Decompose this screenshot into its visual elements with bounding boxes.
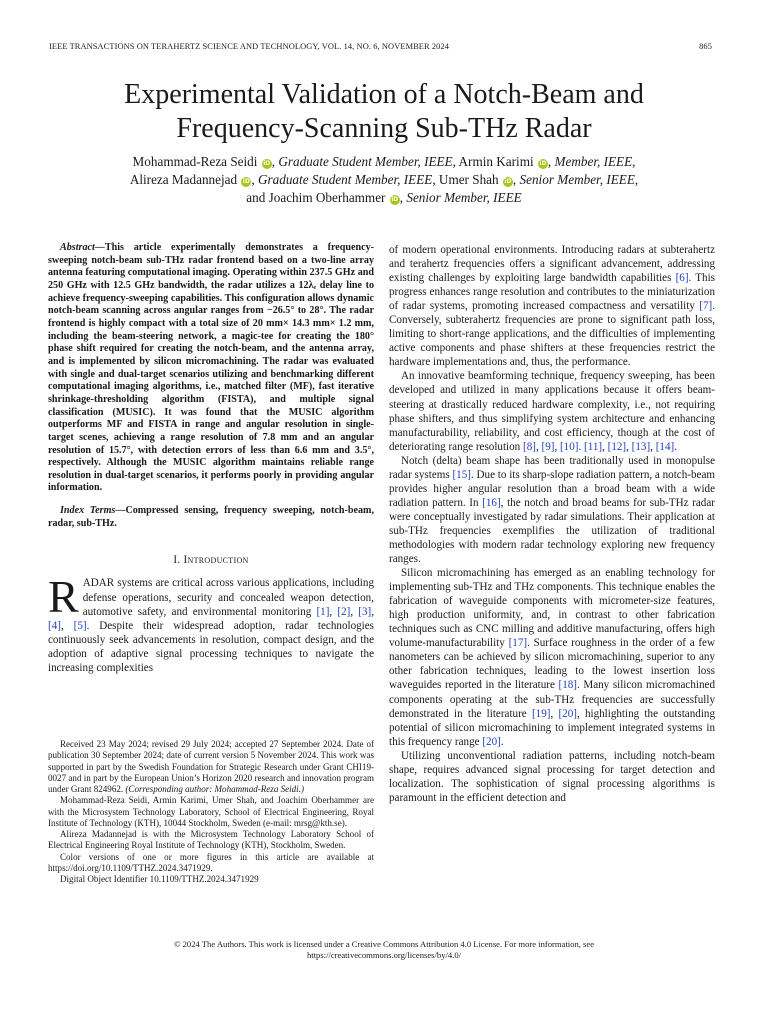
license-url[interactable]: https://creativecommons.org/licenses/by/4.0/ <box>306 950 462 960</box>
left-column <box>48 242 374 675</box>
footnote-received <box>48 739 374 795</box>
citation-link[interactable]: [13] <box>631 440 651 453</box>
license-line: © 2024 The Authors. This work is licensed under a Creative Commons Attribution 4.0 License. For more information, see <box>173 939 595 949</box>
citation-link[interactable]: [8] <box>523 440 536 453</box>
body-paragraph <box>389 454 715 566</box>
citation-link[interactable]: [16] <box>482 496 501 509</box>
footnote-affiliation: Alireza Madannejad is with the Microsystem Technology Laboratory School of Electrical Engineering Royal Institute of Technology (KTH), Stockholm, Sweden. <box>48 829 374 851</box>
corresponding-author: (Corresponding author: Mohammad-Reza Seidi.) <box>125 784 304 794</box>
running-header <box>49 42 712 51</box>
author-line: and Joachim Oberhammer iD, Senior Member, IEEE <box>246 190 522 205</box>
citation-link[interactable]: [17] <box>508 637 528 650</box>
page-number: 865 <box>699 42 712 51</box>
abstract <box>48 242 374 495</box>
citation-link[interactable]: [6] <box>675 272 689 285</box>
citation-link[interactable]: [15] <box>452 468 471 481</box>
orcid-icon[interactable]: iD <box>263 160 271 167</box>
citation-link[interactable]: [14] <box>655 440 675 453</box>
footnotes <box>48 739 374 885</box>
citation-link[interactable]: [4] <box>48 619 61 632</box>
author-name: Joachim Oberhammer <box>268 190 386 205</box>
section-numeral: I. <box>173 554 181 567</box>
abstract-text: This article experimentally demonstrates a frequency-sweeping notch-beam sub-THz radar frontend based on a two-line array antenna featuring computational imaging. Operating within 237.5 GHz and 250 GHz with 12.5 GHz bandwidth, the radar utilizes a 12λₑ delay line to achieve frequency-sweeping capabilities. This configuration allows dynamic notch-beam scanning across angular ranges from −26.5° to 28°. The radar frontend is highly compact with a total size of 20 mm× 14.3 mm× 1.2 mm, including the beam-steering network, a magic-tee for creating the 180° phase shift required for creating the notch-beam, and the antenna array, and is implemented by silicon micromachining. The radar was evaluated with single and dual-target scenarios utilizing and benchmarking different computational imaging algorithms, i.e., matched filter (MF), fast iterative shrinkage-thresholding algorithm (FISTA), and multiple signal classification (MUSIC). It was found that the MUSIC algorithm outperforms MF and FISTA in range and angular resolution in single-target scenes, achieving a range resolution of 7.8 mm and an angular resolution of 15.7°, with detection errors of less than 6.6 mm and 3.5°, respectively. Although the MUSIC algorithm maintains reliable range resolution in dual-target scenarios, it performs poorly in providing angular information. <box>48 242 374 494</box>
intro-paragraph: RADAR systems are critical across various applications, including defense operations, security and concealed weapon detection, automotive safety, and environmental monitoring [1], [2], [3], [4], [5]. Despite their widespread adoption, radar technologies continuously seek advancements in resolution, compact design, and the adoption of adaptive signal processing techniques to navigate the increasing complexities <box>48 571 375 674</box>
citation-link[interactable]: [5] <box>73 619 87 632</box>
author-name: Umer Shah <box>438 172 499 187</box>
author-name: Alireza Madannejad <box>129 172 238 187</box>
body-text: Silicon micromachining has emerged as an enabling technology for implementing sub-THz and THz components. This technique enables the fabrication of waveguide components with micrometer-size features, high production uniformity, and, in contrast to other fabrication techniques such as CNC milling and additive manufacturing, offers high volume-manufacturability <box>389 567 715 650</box>
citation-link[interactable]: [9] <box>541 440 555 453</box>
body-paragraph: An innovative beamforming technique, frequency sweeping, has been developed and utilized in many applications because it offers beam-steering at drastically reduced hardware complexity, i.e., not requiring phase shifters, and thus simplifying system architecture and enhancing manufacturability, reliability, and cost efficiency, though at the cost of deteriorating range resolution [8], [9], [10]. [11], [12], [13], [14]. <box>389 370 715 453</box>
first-word: ADAR <box>82 577 115 590</box>
title-line: Frequency-Scanning Sub-THz Radar <box>176 113 592 144</box>
body-text: An innovative beamforming technique, frequency sweeping, has been developed and utilized in many applications because it offers beam-steering at drastically reduced hardware complexity, i.e., not requiring phase shifters, and thus simplifying system architecture and enhancing manufacturability, reliability, and cost efficiency, though at the cost of deteriorating range resolution <box>389 370 715 453</box>
author-list <box>40 153 728 207</box>
orcid-icon[interactable]: iD <box>504 178 512 185</box>
intro-text: systems are critical across various applications, including defense operations, security and concealed weapon detection, automotive safety, and environmental monitoring <box>82 577 374 618</box>
body-text: . Conversely, subterahertz frequencies are prone to significant path loss, limiting to short-range applications, and the difficulties of implementing active components and phase shifters at these frequencies restrict the hardware implementations and, thus, the performance. <box>389 300 715 369</box>
citation-link[interactable]: [11] <box>584 440 603 453</box>
author-role: Member, IEEE <box>554 154 633 169</box>
citation-link[interactable]: [7] <box>699 300 713 313</box>
author-name: Mohammad-Reza Seidi <box>132 154 258 169</box>
section-heading <box>48 553 374 567</box>
author-role: Graduate Student Member, IEEE <box>258 172 433 187</box>
section-title: Introduction <box>183 554 249 567</box>
license-notice <box>60 939 708 961</box>
body-paragraph <box>389 243 715 369</box>
author-conjunction: and <box>246 190 266 205</box>
title-line: Experimental Validation of a Notch-Beam and <box>124 79 644 110</box>
author-role: Senior Member, IEEE <box>519 172 635 187</box>
citation-link[interactable]: [19] <box>531 707 551 720</box>
citation-link[interactable]: [10] <box>559 440 579 453</box>
orcid-icon[interactable]: iD <box>242 178 250 185</box>
body-text: of modern operational environments. Introducing radars at subterahertz and terahertz frequencies offers a significant advancement, addressing existing challenges by exploiting large bandwidth capabilities <box>389 244 715 285</box>
citation-link[interactable]: [18] <box>558 679 577 692</box>
intro-text: . Despite their widespread adoption, radar technologies continuously seek advancements in resolution, compact design, and the adoption of adaptive signal processing techniques to navigate the increasing complexities <box>48 619 374 674</box>
journal-name: IEEE TRANSACTIONS ON TERAHERTZ SCIENCE AND TECHNOLOGY, VOL. 14, NO. 6, NOVEMBER 2024 <box>49 42 450 51</box>
citation-link[interactable]: [20] <box>558 707 577 720</box>
citation-link[interactable]: [2] <box>337 605 351 618</box>
body-text: . Due to its sharp-slope radiation pattern, a notch-beam provides higher angular resolution than a broad beam with a wide radiation pattern. In <box>389 468 715 509</box>
body-text: . Surface roughness in the order of a few nanometers can be achieved by silicon micromachining, superior to any other fabrication techniques, leading to the lowest insertion loss waveguides reported in the literature <box>389 637 715 692</box>
citation-link[interactable]: [20] <box>482 735 501 748</box>
index-terms-text: Compressed sensing, frequency sweeping, notch-beam, radar, sub-THz. <box>48 505 374 529</box>
footnote-doi: Digital Object Identifier 10.1109/TTHZ.2024.3471929 <box>60 874 259 884</box>
body-text: , highlighting the outstanding potential of silicon micromachining to implement integrated systems in this frequency range <box>389 707 715 748</box>
citation-link[interactable]: [12] <box>607 440 627 453</box>
author-line: Mohammad-Reza Seidi iD, Graduate Student Member, IEEE, Armin Karimi iD, Member, IEEE, <box>132 154 636 169</box>
abstract-lead: Abstract— <box>60 242 105 253</box>
author-role: Senior Member, IEEE <box>406 190 522 205</box>
author-role: Graduate Student Member, IEEE <box>278 154 453 169</box>
paper-title <box>40 78 728 146</box>
footnote-affiliation: Mohammad-Reza Seidi, Armin Karimi, Umer Shah, and Joachim Oberhammer are with the Microsystem Technology Laboratory, School of Electrical Engineering, Royal Institute of Technology (KTH), 10044 Stockholm, Sweden (e-mail: mrsg@kth.se). <box>48 795 374 828</box>
body-text: . This progress enhances range resolution and contributes to the miniaturization of radar systems, promoting increased compactness and versatility <box>389 272 716 313</box>
body-paragraph: Utilizing unconventional radiation patterns, including notch-beam shape, requires advanced signal processing for target detection and localization. The sophistication of signal processing algorithms is paramount in the efficient detection and <box>389 749 715 804</box>
index-terms-lead: Index Terms— <box>60 505 126 517</box>
citation-link[interactable]: [1] <box>316 605 330 618</box>
index-terms <box>48 505 374 530</box>
footnote-color-versions: Color versions of one or more figures in this article are available at https://doi.org/10.1109/TTHZ.2024.3471929. <box>48 851 374 873</box>
citation-link[interactable]: [3] <box>358 605 372 618</box>
body-text: , the notch and broad beams for sub-THz radar were conceptually investigated by radar simulations. Their application at sub-THz frequencies exemplifies the utilization of traditional methodologies with modern radar technology exploring new frequency ranges. <box>389 496 715 566</box>
drop-cap: R <box>48 571 79 623</box>
right-column <box>389 243 715 805</box>
orcid-icon[interactable]: iD <box>391 196 399 203</box>
footnote-text: Received 23 May 2024; revised 29 July 2024; accepted 27 September 2024. Date of publication 30 September 2024; date of current version 5 November 2024. This work was supported in part by the Swedish Foundation for Strategic Research under Grant CHI19-0027 and in part by the European Union’s Horizon 2020 research and innovation program under Grant 824962. <box>48 739 374 794</box>
body-text: . Many silicon micromachined components operating at the sub-THz frequencies are successfully demonstrated in the literature <box>389 679 715 720</box>
author-line: Alireza Madannejad iD, Graduate Student Member, IEEE, Umer Shah iD, Senior Member, IEEE, <box>129 172 639 187</box>
body-paragraph: Silicon micromachining has emerged as an enabling technology for implementing sub-THz and THz components. This technique enables the fabrication of waveguide components with micrometer-size features, high production uniformity, and, in contrast to other fabrication techniques such as CNC milling and additive manufacturing, offers high volume-manufacturability [17]. Surface roughness in the order of a few nanometers can be achieved by silicon micromachining, superior to any other fabrication techniques, leading to the lowest insertion loss waveguides reported in the literature [18]. Many silicon micromachined components operating at the sub-THz frequencies are successfully demonstrated in the literature [19], [20], highlighting the outstanding potential of silicon micromachining to implement integrated systems in this frequency range [20]. <box>389 567 715 748</box>
orcid-icon[interactable]: iD <box>539 160 547 167</box>
body-text: Notch (delta) beam shape has been traditionally used in monopulse radar systems <box>389 454 715 481</box>
author-name: Armin Karimi <box>458 154 534 169</box>
